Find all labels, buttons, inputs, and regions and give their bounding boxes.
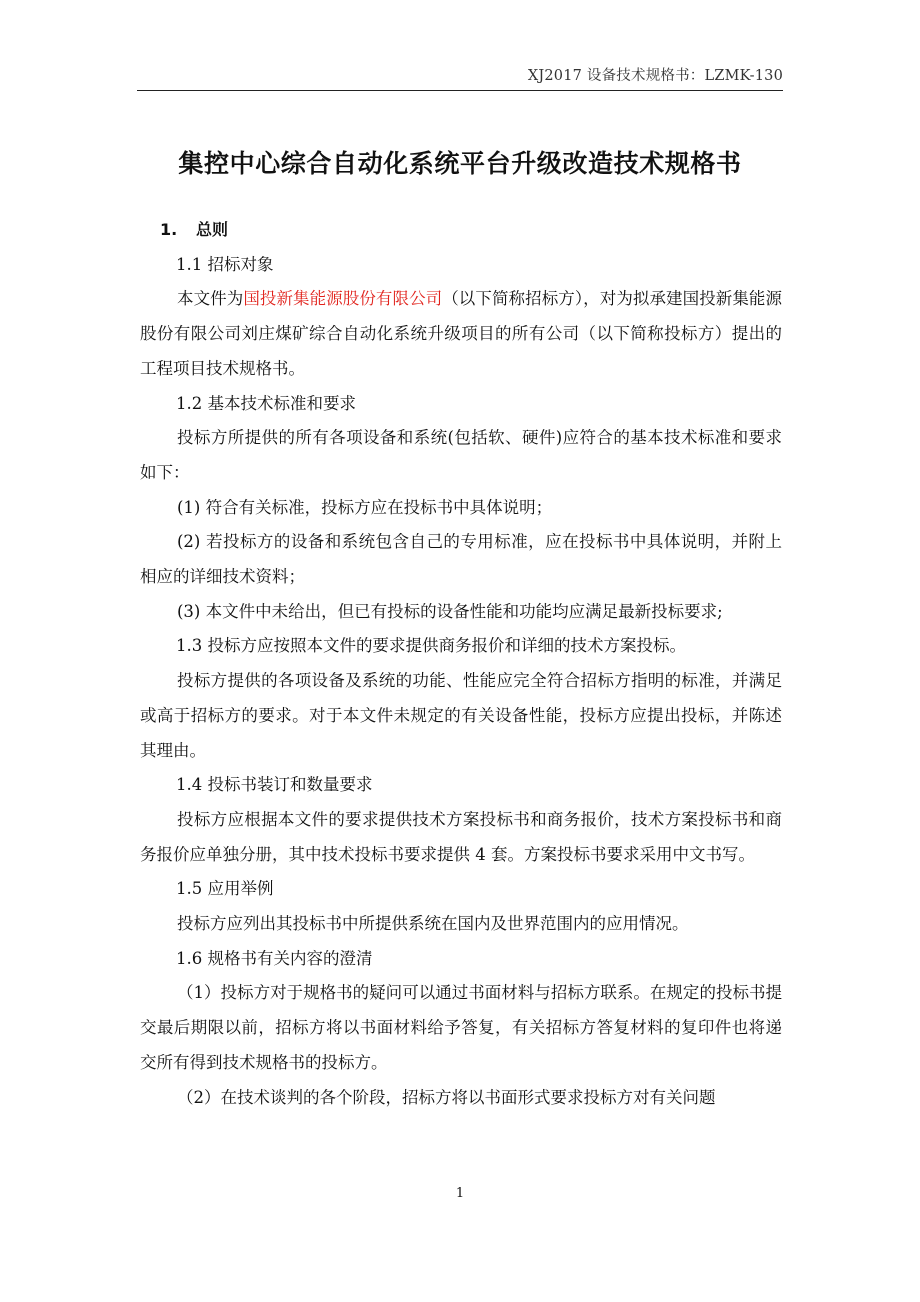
section-1-5-paragraph: 投标方应列出其投标书中所提供系统在国内及世界范围内的应用情况。 (177, 914, 689, 934)
list-item: (3) 本文件中未给出，但已有投标的设备性能和功能均应满足最新投标要求; (177, 601, 723, 621)
header-doc-code: XJ2017 设备技术规格书：LZMK-130 (527, 68, 783, 84)
section-1-heading (140, 213, 782, 248)
section-1-2-intro: 投标方所提供的所有各项设备和系统(包括软、硬件)应符合的基本技术标准和要求如下： (140, 428, 782, 482)
para-prefix: 本文件为 (177, 289, 244, 309)
section-1-2-heading: 1.2 基本技术标准和要求 (176, 393, 356, 413)
section-1-title: 总则 (196, 220, 229, 239)
section-1-3-paragraph: 投标方提供的各项设备及系统的功能、性能应完全符合招标方指明的标准，并满足或高于招标方的要求。对于本文件未规定的有关设备性能，投标方应提出投标，并陈述其理由。 (140, 671, 782, 760)
section-1-1-heading: 1.1 招标对象 (176, 254, 274, 274)
list-item: (2) 若投标方的设备和系统包含自己的专用标准，应在投标书中具体说明，并附上相应的详细技术资料； (140, 532, 782, 587)
section-1-4-paragraph: 投标方应根据本文件的要求提供技术方案投标书和商务报价，技术方案投标书和商务报价应单独分册，其中技术投标书要求提供 4 套。方案投标书要求采用中文书写。 (140, 809, 782, 864)
list-item: （1）投标方对于规格书的疑问可以通过书面材料与招标方联系。在规定的投标书提交最后期限以前，招标方将以书面材料给予答复，有关招标方答复材料的复印件也将递交所有得到技术规格书的投标方。 (140, 983, 782, 1072)
list-item: (1) 符合有关标准，投标方应在投标书中具体说明； (177, 497, 553, 517)
para-suffix: （以下简称招标方），对为拟承建国投新集能源股份有限公司刘庄煤矿综合自动化系统升级项目的所有公司（以下简称投标方）提出的工程项目技术规格书。 (140, 289, 783, 378)
section-1-4-heading: 1.4 投标书装订和数量要求 (176, 775, 373, 795)
document-title: 集控中心综合自动化系统平台升级改造技术规格书 (178, 149, 742, 178)
list-item: （2）在技术谈判的各个阶段，招标方将以书面形式要求投标方对有关问题 (177, 1087, 716, 1107)
company-name-highlight: 国投新集能源股份有限公司 (243, 289, 443, 309)
header-divider (137, 90, 783, 91)
document-body (140, 213, 782, 1115)
page-number: 1 (455, 1186, 465, 1201)
section-1-1-paragraph (140, 282, 782, 386)
section-1-6-heading: 1.6 规格书有关内容的澄清 (176, 948, 373, 968)
section-1-5-heading: 1.5 应用举例 (176, 879, 274, 899)
section-1-3-heading: 1.3 投标方应按照本文件的要求提供商务报价和详细的技术方案投标。 (176, 636, 686, 656)
section-1-number: 1. (160, 220, 178, 239)
